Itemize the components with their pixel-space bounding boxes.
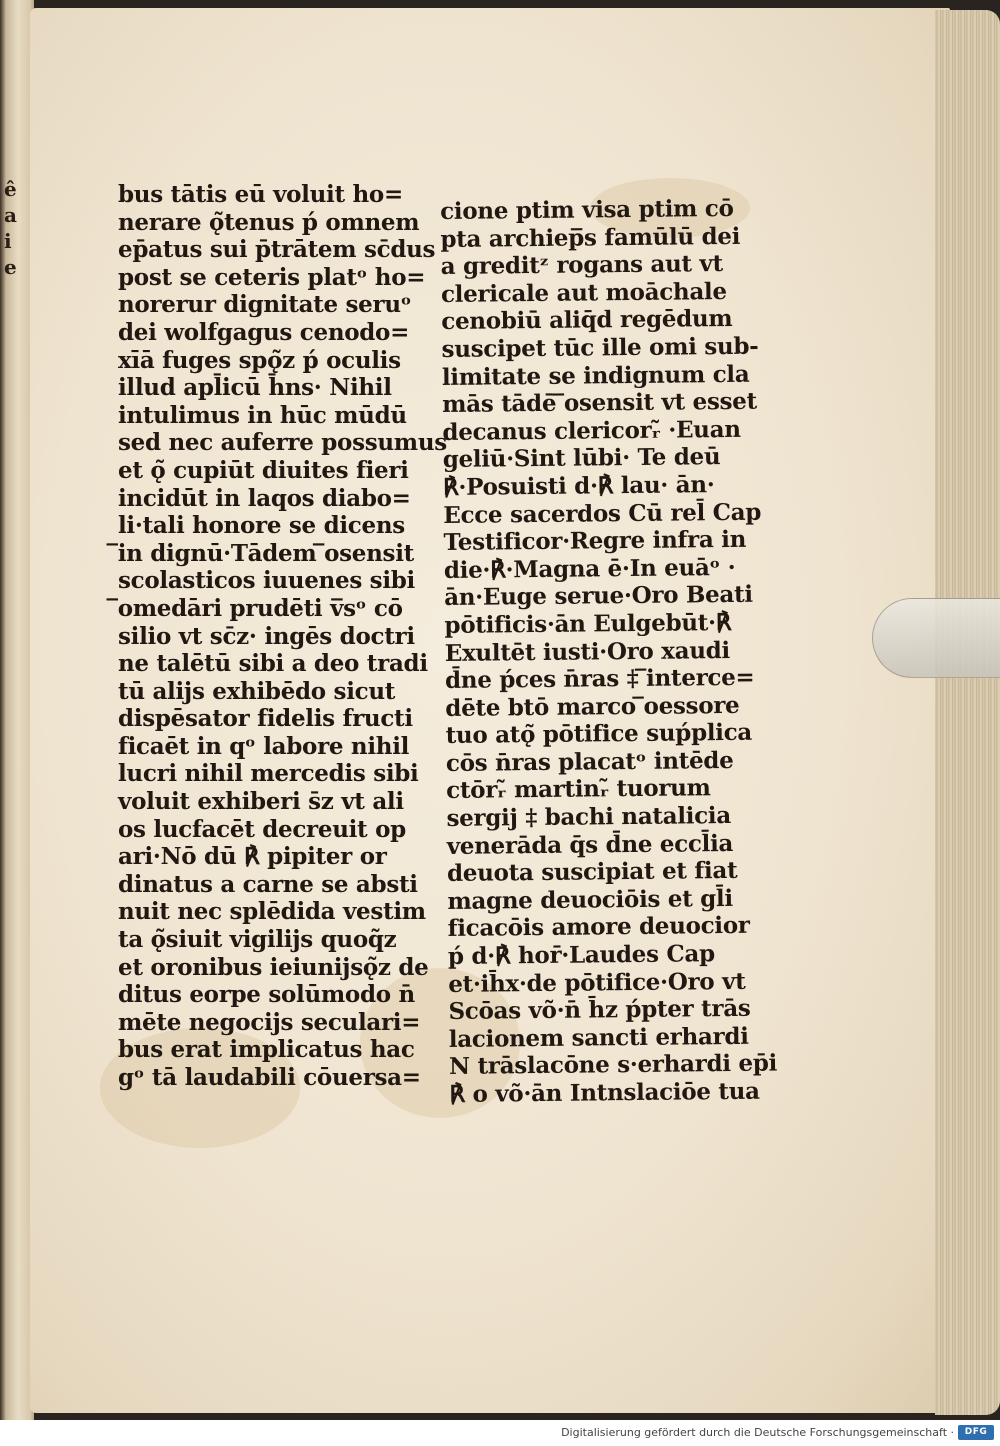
text-line: mēte negocijs seculari= — [118, 1008, 421, 1036]
text-line: ℟·Posuisti d·℟ lau· ān· — [442, 471, 715, 501]
text-line: ari·Nō dū ℟ pipiter or — [118, 843, 387, 871]
text-column-right — [440, 194, 778, 1109]
text-line: ān·Euge serue·Oro Beati — [444, 581, 753, 612]
text-line: dispēsator fidelis fructi — [118, 705, 413, 733]
text-line: li·tali honore se dicens — [118, 512, 405, 540]
text-line: die·℟·Magna ē·In euāᵒ · — [443, 553, 736, 584]
text-line: ep̄atus sui p̄trātem sc̄dus — [118, 236, 436, 264]
text-line: ta ǫ̃siuit vigilijs quoq̃z — [118, 926, 397, 954]
text-line: cōs n̄ras placatᵒ intēde — [445, 746, 734, 777]
text-line: ctōrᵣ̃ martinᵣ̃ tuorum — [446, 774, 711, 805]
text-line: intulimus in hūc mūdū — [118, 401, 407, 429]
text-line: Scōas võ·n̄ h̄z ṕpter trās — [448, 995, 751, 1026]
text-line: ̅omedāri prudēti v̅sᵒ cō — [118, 594, 403, 622]
text-line: pōtificis·ān Eulgebūt·℟ — [444, 608, 732, 639]
text-line: bus erat implicatus hac — [118, 1036, 415, 1064]
text-line: cione ptim visa ptim cō — [440, 194, 734, 225]
text-column-left — [118, 181, 447, 1092]
text-line: ditus eorpe solūmodo n̄ — [118, 981, 415, 1009]
scan-ruler-clip — [872, 598, 1000, 678]
text-line: ℟ o võ·ān Intnslaciōe tua — [449, 1077, 760, 1108]
text-line: illud apl̄icū h̄ns· Nihil — [118, 374, 392, 402]
text-line: cenobiū aliq̄d regēdum — [441, 305, 733, 336]
text-line: Testificor·Regre infra in — [443, 525, 747, 557]
page-fore-edge — [935, 10, 1000, 1415]
text-line: deuota suscipiat et fiat — [446, 857, 738, 888]
marginal-fragment: i — [4, 229, 12, 253]
marginal-fragment: a — [4, 203, 17, 227]
text-line: nerare ǫ̃tenus ṕ omnem — [118, 208, 420, 236]
text-line: scolasticos iuuenes sibi — [118, 567, 415, 595]
marginal-fragment: e — [4, 255, 17, 279]
text-line: bus tātis eū voluit ho= — [118, 181, 403, 208]
text-line: Exultēt iusti·Oro xaudi — [444, 636, 731, 667]
text-line: sergij ‡ bachi natalicia — [446, 802, 732, 833]
text-line: silio vt sc̄z· ingēs doctri — [118, 622, 415, 650]
text-line: clericale aut moāchale — [440, 277, 727, 308]
text-line: decanus clericorᵣ̃ ·Euan — [442, 415, 741, 446]
text-line: suscipet tūc ille omi sub- — [441, 332, 759, 363]
text-line: nuit nec splēdida vestim — [118, 898, 426, 926]
text-line: ̅in dignū·Tādem ̅osensit — [118, 539, 414, 567]
text-line: N trāslacōne s·erhardi ep̄i — [448, 1049, 778, 1081]
text-line: mās tādē ̅osensit vt esset — [442, 387, 757, 419]
text-line: xīā fuges spǫ̃z ṕ oculis — [118, 346, 401, 374]
text-line: lucri nihil mercedis sibi — [118, 760, 419, 788]
text-line: geliū·Sint lūbi· Te deū — [442, 443, 721, 474]
text-line: voluit exhiberi s̄z vt ali — [118, 788, 404, 816]
text-line: incidūt in laqos diabo= — [118, 484, 411, 512]
text-line: sed nec auferre possumus — [118, 429, 447, 457]
text-line: a greditᶻ rogans aut vt — [440, 250, 723, 281]
text-line: et·ih̄x·de pōtifice·Oro vt — [448, 967, 746, 998]
text-line: et ǫ̃ cupiūt diuites fieri — [118, 456, 409, 484]
text-line: venerāda q̄s d̄ne eccl̄ia — [446, 829, 734, 860]
text-line: dei wolfgagus cenodo= — [118, 318, 410, 346]
marginal-fragment: ê — [4, 177, 17, 201]
text-line: magne deuociōis et gl̄i — [447, 884, 733, 915]
text-line: lacionem sancti erhardi — [448, 1022, 749, 1053]
funding-credit: Digitalisierung gefördert durch die Deutsche Forschungsgemeinschaft · — [561, 1426, 954, 1439]
text-line: ficacōis amore deuocior — [447, 912, 750, 943]
text-line: post se ceteris platᵒ ho= — [118, 263, 426, 291]
marginal-fragments — [4, 176, 26, 280]
text-line: dēte btō marco ̅oessore — [445, 691, 740, 722]
dfg-logo-icon: DFG — [958, 1425, 994, 1440]
text-line: limitate se indignum cla — [441, 360, 750, 391]
text-line: dinatus a carne se absti — [118, 870, 418, 898]
text-line: ne talētū sibi a deo tradi — [118, 650, 428, 678]
text-line: gᵒ tā laudabili cōuersa= — [118, 1064, 421, 1091]
text-line: d̄ne ṕces n̄ras ‡ ̅interce= — [444, 663, 755, 695]
text-line: ficaēt in qᵒ labore nihil — [118, 732, 410, 760]
text-line: pta archiep̅s famūlū dei — [440, 222, 741, 253]
text-line: tū alijs exhibēdo sicut — [118, 677, 396, 705]
text-line: tuo atǫ̃ pōtifice suṕplica — [445, 719, 753, 750]
text-line: os lucfacēt decreuit op — [118, 815, 406, 843]
text-line: Ecce sacerdos Cū rel̄ Cap — [443, 498, 762, 529]
text-line: et oronibus ieiunijsǫ̃z de — [118, 953, 429, 981]
text-line: norerur dignitate seruᵒ — [118, 291, 412, 319]
text-line: ṕ d·℟ hor̄·Laudes Cap — [447, 940, 715, 970]
